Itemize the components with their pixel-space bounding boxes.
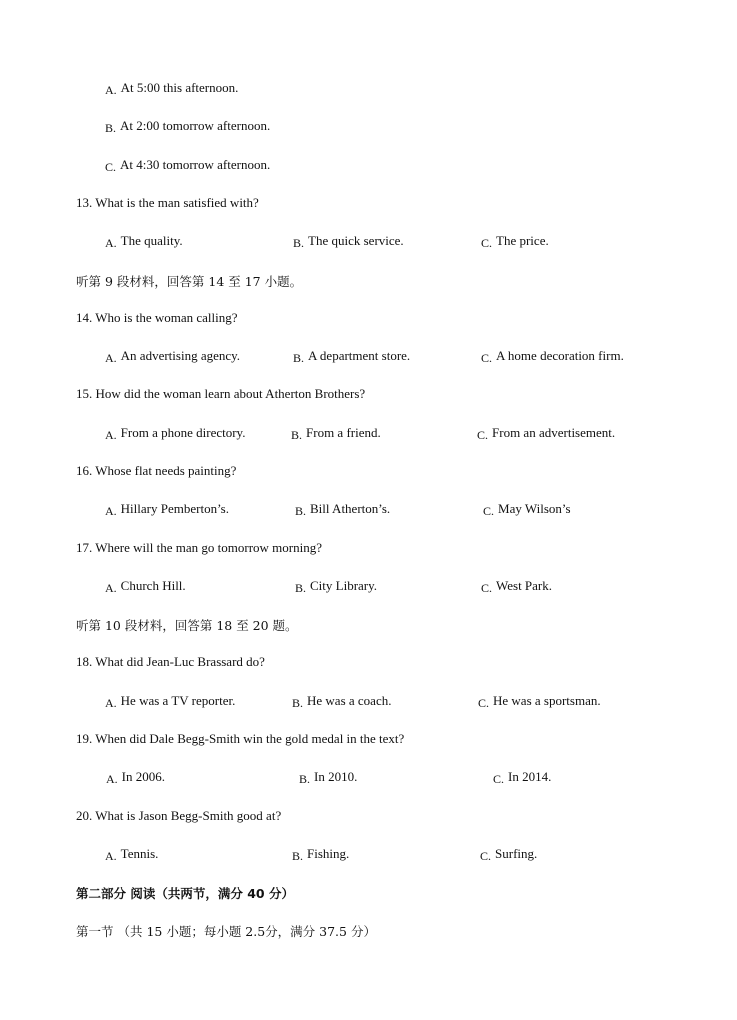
option-text: An advertising agency. <box>120 348 241 363</box>
q13-option-c <box>481 233 549 249</box>
q15-option-c <box>477 425 615 441</box>
option-label: B. <box>292 849 304 863</box>
q12-option-a <box>105 80 238 96</box>
option-text: Surfing. <box>495 846 538 861</box>
option-text: The price. <box>496 233 549 248</box>
q20-option-b <box>292 846 349 862</box>
q20-option-a <box>105 846 158 862</box>
question-13-stem: 13. What is the man satisfied with? <box>76 195 259 210</box>
option-label: A. <box>105 351 117 365</box>
q18-option-c <box>478 693 601 709</box>
option-text: From a friend. <box>306 425 381 440</box>
option-text: City Library. <box>310 578 378 593</box>
option-label: A. <box>105 581 117 595</box>
q17-option-c <box>481 578 552 594</box>
question-17-stem: 17. Where will the man go tomorrow morning? <box>76 540 322 555</box>
q18-option-a <box>105 693 235 709</box>
option-text: A home decoration firm. <box>496 348 624 363</box>
option-text: May Wilson’s <box>498 501 571 516</box>
question-16-stem: 16. Whose flat needs painting? <box>76 463 237 478</box>
option-label: A. <box>106 772 118 786</box>
instruction-part-9: 听第 9 段材料，回答第 14 至 17 小题。 <box>76 274 303 289</box>
option-text: Fishing. <box>307 846 350 861</box>
option-text: He was a TV reporter. <box>120 693 236 708</box>
option-text: The quick service. <box>308 233 404 248</box>
q12-option-b <box>105 118 270 134</box>
option-text: Hillary Pemberton’s. <box>120 501 229 516</box>
option-label: C. <box>477 428 489 442</box>
option-label: B. <box>299 772 311 786</box>
option-text: He was a sportsman. <box>493 693 601 708</box>
option-label: A. <box>105 236 117 250</box>
option-text: In 2014. <box>508 769 552 784</box>
q19-option-b <box>299 769 357 785</box>
option-label: A. <box>105 83 117 97</box>
option-label: B. <box>292 696 304 710</box>
option-label: B. <box>293 236 305 250</box>
q16-option-b <box>295 501 390 517</box>
q20-option-c <box>480 846 537 862</box>
question-18-stem: 18. What did Jean-Luc Brassard do? <box>76 654 265 669</box>
option-label: A. <box>105 849 117 863</box>
option-text: In 2006. <box>121 769 166 784</box>
q16-option-c <box>483 501 571 517</box>
option-text: Bill Atherton’s. <box>310 501 391 516</box>
instruction-part-10: 听第 10 段材料，回答第 18 至 20 题。 <box>76 618 298 633</box>
option-label: C. <box>480 849 492 863</box>
option-text: West Park. <box>496 578 553 593</box>
option-label: C. <box>493 772 505 786</box>
q19-option-a <box>106 769 165 785</box>
option-text: Tennis. <box>120 846 159 861</box>
q18-option-b <box>292 693 391 709</box>
q12-option-c <box>105 157 270 173</box>
q14-option-b <box>293 348 410 364</box>
q15-option-a <box>105 425 245 441</box>
option-text: From a phone directory. <box>120 425 246 440</box>
question-20-stem: 20. What is Jason Begg-Smith good at? <box>76 808 282 823</box>
option-text: A department store. <box>308 348 411 363</box>
q17-option-a <box>105 578 186 594</box>
option-label: A. <box>105 428 117 442</box>
option-label: C. <box>481 581 493 595</box>
option-label: B. <box>295 581 307 595</box>
option-label: C. <box>105 160 117 174</box>
section-2-subtitle: 第一节 （共 15 小题；每小题 2.5分，满分 37.5 分） <box>76 924 376 939</box>
option-text: Church Hill. <box>120 578 186 593</box>
q14-option-a <box>105 348 240 364</box>
option-label: A. <box>105 504 117 518</box>
q13-option-a <box>105 233 183 249</box>
question-19-stem: 19. When did Dale Begg-Smith win the gold medal in the text? <box>76 731 405 746</box>
q16-option-a <box>105 501 229 517</box>
option-text: At 2:00 tomorrow afternoon. <box>120 118 271 133</box>
option-label: A. <box>105 696 117 710</box>
option-text: He was a coach. <box>307 693 392 708</box>
section-2-title: 第二部分 阅读（共两节，满分 40 分） <box>76 886 294 901</box>
option-label: C. <box>481 351 493 365</box>
option-label: C. <box>483 504 495 518</box>
option-text: At 5:00 this afternoon. <box>120 80 239 95</box>
option-label: C. <box>481 236 493 250</box>
question-15-stem: 15. How did the woman learn about Atherton Brothers? <box>76 386 366 401</box>
q19-option-c <box>493 769 551 785</box>
option-label: B. <box>291 428 303 442</box>
option-text: The quality. <box>120 233 183 248</box>
question-14-stem: 14. Who is the woman calling? <box>76 310 238 325</box>
option-text: From an advertisement. <box>492 425 616 440</box>
option-label: C. <box>478 696 490 710</box>
option-text: At 4:30 tomorrow afternoon. <box>120 157 271 172</box>
option-label: B. <box>293 351 305 365</box>
option-label: B. <box>105 121 117 135</box>
option-label: B. <box>295 504 307 518</box>
q15-option-b <box>291 425 381 441</box>
option-text: In 2010. <box>314 769 358 784</box>
q13-option-b <box>293 233 404 249</box>
q14-option-c <box>481 348 624 364</box>
q17-option-b <box>295 578 377 594</box>
